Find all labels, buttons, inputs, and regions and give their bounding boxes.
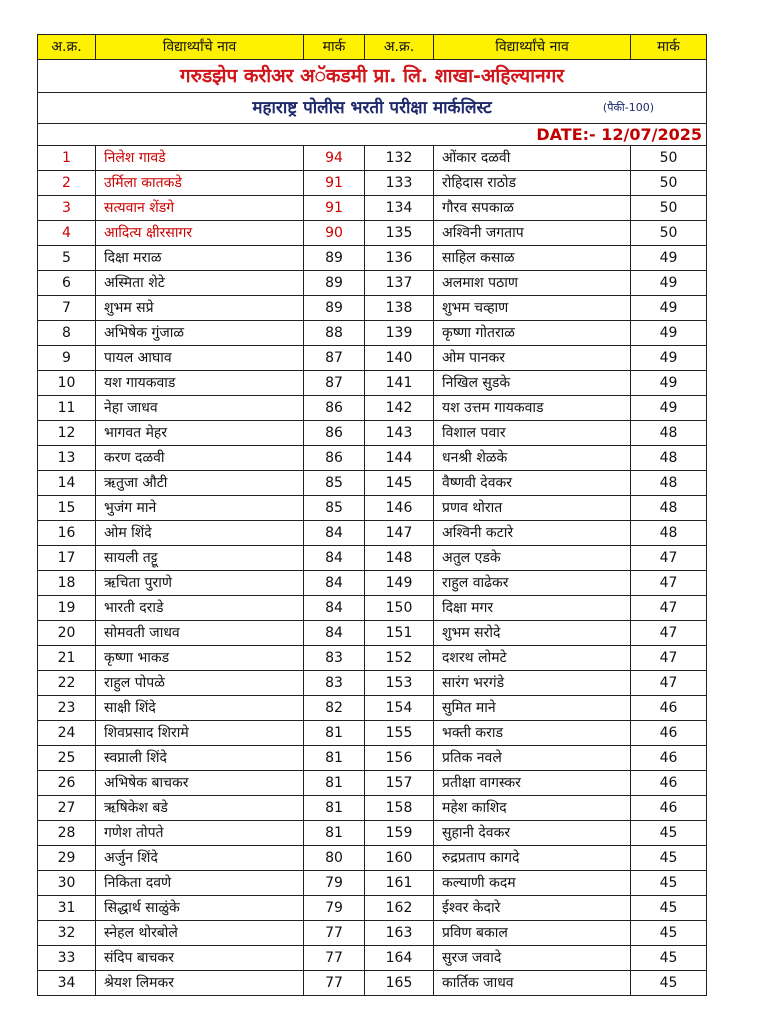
marks-right: 48 — [631, 446, 707, 471]
sr-no-right: 135 — [365, 221, 434, 246]
student-name-right: रोहिदास राठोड — [434, 171, 631, 196]
marks-right: 46 — [631, 696, 707, 721]
sr-no-left: 9 — [38, 346, 96, 371]
student-name-left: ऋतुजा औटी — [96, 471, 304, 496]
student-name-right: कार्तिक जाधव — [434, 971, 631, 996]
student-name-left: निलेश गावडे — [96, 146, 304, 171]
col-header-sr-right: अ.क्र. — [365, 35, 434, 60]
student-name-right: सुरज जवादे — [434, 946, 631, 971]
marks-right: 47 — [631, 671, 707, 696]
sr-no-left: 16 — [38, 521, 96, 546]
table-row — [38, 371, 707, 396]
table-row — [38, 446, 707, 471]
student-name-right: कल्याणी कदम — [434, 871, 631, 896]
table-row — [38, 596, 707, 621]
table-row — [38, 746, 707, 771]
student-name-right: यश उत्तम गायकवाड — [434, 396, 631, 421]
marks-left: 91 — [304, 171, 365, 196]
sr-no-right: 152 — [365, 646, 434, 671]
marks-right: 50 — [631, 146, 707, 171]
sr-no-left: 11 — [38, 396, 96, 421]
academy-title: गरुडझेप करीअर अॅकडमी प्रा. लि. शाखा-अहिल्यानगर — [38, 60, 707, 93]
student-name-left: सत्यवान शेंडगे — [96, 196, 304, 221]
sr-no-left: 28 — [38, 821, 96, 846]
sr-no-left: 26 — [38, 771, 96, 796]
table-row — [38, 971, 707, 996]
sr-no-left: 13 — [38, 446, 96, 471]
student-name-right: निखिल सुडके — [434, 371, 631, 396]
sr-no-right: 140 — [365, 346, 434, 371]
table-row — [38, 771, 707, 796]
marks-right: 50 — [631, 221, 707, 246]
student-name-right: अश्विनी कटारे — [434, 521, 631, 546]
student-name-right: वैष्णवी देवकर — [434, 471, 631, 496]
table-row — [38, 871, 707, 896]
sr-no-left: 6 — [38, 271, 96, 296]
table-row — [38, 946, 707, 971]
table-row — [38, 146, 707, 171]
marks-left: 81 — [304, 746, 365, 771]
col-header-marks-right: मार्क — [631, 35, 707, 60]
sr-no-right: 160 — [365, 846, 434, 871]
sr-no-right: 165 — [365, 971, 434, 996]
student-name-left: आदित्य क्षीरसागर — [96, 221, 304, 246]
sr-no-left: 15 — [38, 496, 96, 521]
marks-left: 91 — [304, 196, 365, 221]
student-name-right: अतुल एडके — [434, 546, 631, 571]
sr-no-left: 10 — [38, 371, 96, 396]
student-name-right: ओंकार दळवी — [434, 146, 631, 171]
sr-no-right: 163 — [365, 921, 434, 946]
marks-right: 45 — [631, 896, 707, 921]
student-name-right: सारंग भरगंडे — [434, 671, 631, 696]
sr-no-right: 132 — [365, 146, 434, 171]
student-name-right: सुमित माने — [434, 696, 631, 721]
sr-no-left: 32 — [38, 921, 96, 946]
sr-no-left: 33 — [38, 946, 96, 971]
marks-left: 84 — [304, 621, 365, 646]
marks-right: 47 — [631, 621, 707, 646]
col-header-name-right: विद्यार्थ्यांचे नाव — [434, 35, 631, 60]
marks-left: 86 — [304, 421, 365, 446]
marks-left: 81 — [304, 771, 365, 796]
table-row — [38, 721, 707, 746]
student-name-left: सायली तट्टू — [96, 546, 304, 571]
student-name-right: अलमाश पठाण — [434, 271, 631, 296]
sr-no-right: 139 — [365, 321, 434, 346]
table-row — [38, 171, 707, 196]
table-row — [38, 671, 707, 696]
table-row — [38, 521, 707, 546]
student-name-right: प्रतीक्षा वागस्कर — [434, 771, 631, 796]
marks-right: 47 — [631, 571, 707, 596]
sr-no-left: 19 — [38, 596, 96, 621]
sr-no-left: 14 — [38, 471, 96, 496]
marks-left: 81 — [304, 796, 365, 821]
student-name-left: साक्षी शिंदे — [96, 696, 304, 721]
marks-right: 49 — [631, 346, 707, 371]
sr-no-left: 31 — [38, 896, 96, 921]
marks-right: 45 — [631, 971, 707, 996]
marklist-title: महाराष्ट्र पोलीस भरती परीक्षा मार्कलिस्ट — [252, 98, 492, 118]
table-row — [38, 821, 707, 846]
student-name-right: दिक्षा मगर — [434, 596, 631, 621]
out-of-note: (पैकी-100) — [602, 101, 654, 114]
student-name-right: अश्विनी जगताप — [434, 221, 631, 246]
marks-left: 87 — [304, 346, 365, 371]
marks-right: 49 — [631, 296, 707, 321]
marks-right: 45 — [631, 871, 707, 896]
student-name-right: कृष्णा गोतराळ — [434, 321, 631, 346]
student-name-left: अर्जुन शिंदे — [96, 846, 304, 871]
table-row — [38, 546, 707, 571]
marks-right: 46 — [631, 746, 707, 771]
marks-right: 45 — [631, 946, 707, 971]
student-name-left: गणेश तोपते — [96, 821, 304, 846]
sr-no-left: 18 — [38, 571, 96, 596]
sr-no-left: 1 — [38, 146, 96, 171]
marks-left: 89 — [304, 246, 365, 271]
marks-right: 46 — [631, 771, 707, 796]
marks-left: 84 — [304, 596, 365, 621]
student-name-left: पायल आघाव — [96, 346, 304, 371]
marks-right: 45 — [631, 921, 707, 946]
student-name-left: राहुल पोपळे — [96, 671, 304, 696]
student-name-right: महेश काशिद — [434, 796, 631, 821]
table-row — [38, 246, 707, 271]
student-name-right: ओम पानकर — [434, 346, 631, 371]
marks-left: 89 — [304, 296, 365, 321]
student-name-left: कृष्णा भाकड — [96, 646, 304, 671]
sr-no-right: 154 — [365, 696, 434, 721]
table-row — [38, 421, 707, 446]
marks-left: 86 — [304, 446, 365, 471]
sr-no-right: 144 — [365, 446, 434, 471]
sr-no-right: 158 — [365, 796, 434, 821]
marks-left: 86 — [304, 396, 365, 421]
col-header-marks-left: मार्क — [304, 35, 365, 60]
sr-no-left: 25 — [38, 746, 96, 771]
sr-no-left: 27 — [38, 796, 96, 821]
student-name-right: शुभम सरोदे — [434, 621, 631, 646]
table-row — [38, 846, 707, 871]
marks-right: 49 — [631, 396, 707, 421]
student-name-left: अस्मिता शेटे — [96, 271, 304, 296]
sr-no-right: 133 — [365, 171, 434, 196]
table-row — [38, 196, 707, 221]
sr-no-right: 143 — [365, 421, 434, 446]
student-name-left: शुभम सप्रे — [96, 296, 304, 321]
student-name-left: अभिषेक गुंजाळ — [96, 321, 304, 346]
student-name-left: भुजंग माने — [96, 496, 304, 521]
student-name-left: करण दळवी — [96, 446, 304, 471]
table-row — [38, 621, 707, 646]
sr-no-right: 134 — [365, 196, 434, 221]
student-name-right: प्रणव थोरात — [434, 496, 631, 521]
table-row — [38, 896, 707, 921]
student-rows — [38, 146, 707, 996]
sr-no-right: 157 — [365, 771, 434, 796]
sr-no-left: 5 — [38, 246, 96, 271]
sr-no-right: 138 — [365, 296, 434, 321]
sr-no-right: 162 — [365, 896, 434, 921]
sr-no-left: 21 — [38, 646, 96, 671]
marks-left: 88 — [304, 321, 365, 346]
student-name-right: शुभम चव्हाण — [434, 296, 631, 321]
student-name-right: प्रविण बकाल — [434, 921, 631, 946]
sr-no-left: 20 — [38, 621, 96, 646]
marks-left: 87 — [304, 371, 365, 396]
sr-no-right: 142 — [365, 396, 434, 421]
student-name-left: अभिषेक बाचकर — [96, 771, 304, 796]
student-name-right: साहिल कसाळ — [434, 246, 631, 271]
table-row — [38, 296, 707, 321]
student-name-right: सुहानी देवकर — [434, 821, 631, 846]
sr-no-right: 150 — [365, 596, 434, 621]
sheet-header — [38, 60, 707, 146]
table-row — [38, 396, 707, 421]
sr-no-right: 136 — [365, 246, 434, 271]
student-name-right: रुद्रप्रताप कागदे — [434, 846, 631, 871]
marks-left: 84 — [304, 521, 365, 546]
sr-no-left: 17 — [38, 546, 96, 571]
marks-left: 83 — [304, 646, 365, 671]
marks-right: 49 — [631, 321, 707, 346]
student-name-left: ऋषिकेश बडे — [96, 796, 304, 821]
sr-no-right: 156 — [365, 746, 434, 771]
student-name-left: स्नेहल थोरबोले — [96, 921, 304, 946]
sr-no-left: 4 — [38, 221, 96, 246]
student-name-left: ओम शिंदे — [96, 521, 304, 546]
marks-left: 82 — [304, 696, 365, 721]
marks-right: 47 — [631, 596, 707, 621]
marks-right: 46 — [631, 721, 707, 746]
marklist-table — [37, 34, 707, 996]
marks-left: 94 — [304, 146, 365, 171]
table-row — [38, 271, 707, 296]
marks-right: 45 — [631, 846, 707, 871]
marks-right: 49 — [631, 371, 707, 396]
marks-left: 81 — [304, 821, 365, 846]
marklist-title-cell — [38, 93, 707, 124]
student-name-left: सिद्धार्थ साळुंके — [96, 896, 304, 921]
marks-left: 81 — [304, 721, 365, 746]
student-name-left: स्वप्नाली शिंदे — [96, 746, 304, 771]
table-row — [38, 221, 707, 246]
student-name-right: दशरथ लोमटे — [434, 646, 631, 671]
student-name-right: धनश्री शेळके — [434, 446, 631, 471]
student-name-left: श्रेयश लिमकर — [96, 971, 304, 996]
column-headers — [38, 35, 707, 60]
sr-no-right: 148 — [365, 546, 434, 571]
marks-left: 77 — [304, 921, 365, 946]
marks-left: 90 — [304, 221, 365, 246]
sr-no-left: 8 — [38, 321, 96, 346]
marks-left: 89 — [304, 271, 365, 296]
student-name-left: भारती दराडे — [96, 596, 304, 621]
student-name-left: नेहा जाधव — [96, 396, 304, 421]
student-name-left: यश गायकवाड — [96, 371, 304, 396]
marks-right: 45 — [631, 821, 707, 846]
table-row — [38, 646, 707, 671]
sr-no-right: 159 — [365, 821, 434, 846]
marks-right: 47 — [631, 646, 707, 671]
sr-no-left: 29 — [38, 846, 96, 871]
marks-left: 84 — [304, 571, 365, 596]
sr-no-right: 147 — [365, 521, 434, 546]
marks-left: 83 — [304, 671, 365, 696]
sr-no-right: 155 — [365, 721, 434, 746]
marks-left: 84 — [304, 546, 365, 571]
marks-right: 50 — [631, 171, 707, 196]
marks-left: 77 — [304, 946, 365, 971]
sr-no-right: 164 — [365, 946, 434, 971]
marks-right: 49 — [631, 271, 707, 296]
table-row — [38, 796, 707, 821]
table-row — [38, 471, 707, 496]
marks-left: 77 — [304, 971, 365, 996]
sr-no-left: 22 — [38, 671, 96, 696]
marks-right: 48 — [631, 471, 707, 496]
sr-no-left: 12 — [38, 421, 96, 446]
student-name-right: प्रतिक नवले — [434, 746, 631, 771]
sr-no-right: 137 — [365, 271, 434, 296]
col-header-name-left: विद्यार्थ्यांचे नाव — [96, 35, 304, 60]
marks-left: 79 — [304, 871, 365, 896]
student-name-left: निकिता दवणे — [96, 871, 304, 896]
sr-no-right: 161 — [365, 871, 434, 896]
student-name-left: सोमवती जाधव — [96, 621, 304, 646]
sr-no-right: 153 — [365, 671, 434, 696]
date-label: DATE:- 12/07/2025 — [38, 124, 707, 146]
sr-no-left: 3 — [38, 196, 96, 221]
student-name-right: गौरव सपकाळ — [434, 196, 631, 221]
student-name-right: ईश्वर केदारे — [434, 896, 631, 921]
sr-no-right: 149 — [365, 571, 434, 596]
marks-left: 80 — [304, 846, 365, 871]
marks-right: 46 — [631, 796, 707, 821]
marks-right: 49 — [631, 246, 707, 271]
sr-no-left: 24 — [38, 721, 96, 746]
marks-right: 48 — [631, 496, 707, 521]
marks-left: 85 — [304, 496, 365, 521]
student-name-left: संदिप बाचकर — [96, 946, 304, 971]
sr-no-right: 145 — [365, 471, 434, 496]
marks-right: 48 — [631, 521, 707, 546]
marks-left: 85 — [304, 471, 365, 496]
student-name-right: भक्ती कराड — [434, 721, 631, 746]
sr-no-left: 2 — [38, 171, 96, 196]
table-row — [38, 496, 707, 521]
table-row — [38, 321, 707, 346]
student-name-left: भागवत मेहर — [96, 421, 304, 446]
table-row — [38, 571, 707, 596]
sr-no-left: 30 — [38, 871, 96, 896]
marks-right: 48 — [631, 421, 707, 446]
sr-no-right: 146 — [365, 496, 434, 521]
sr-no-left: 23 — [38, 696, 96, 721]
col-header-sr-left: अ.क्र. — [38, 35, 96, 60]
sr-no-right: 151 — [365, 621, 434, 646]
table-row — [38, 696, 707, 721]
student-name-right: राहुल वाढेकर — [434, 571, 631, 596]
marks-right: 47 — [631, 546, 707, 571]
student-name-left: शिवप्रसाद शिरामे — [96, 721, 304, 746]
table-row — [38, 921, 707, 946]
table-row — [38, 346, 707, 371]
marks-left: 79 — [304, 896, 365, 921]
student-name-left: ऋचिता पुराणे — [96, 571, 304, 596]
student-name-left: उर्मिला कातकडे — [96, 171, 304, 196]
sr-no-left: 7 — [38, 296, 96, 321]
student-name-right: विशाल पवार — [434, 421, 631, 446]
sr-no-right: 141 — [365, 371, 434, 396]
marks-right: 50 — [631, 196, 707, 221]
sr-no-left: 34 — [38, 971, 96, 996]
student-name-left: दिक्षा मराळ — [96, 246, 304, 271]
